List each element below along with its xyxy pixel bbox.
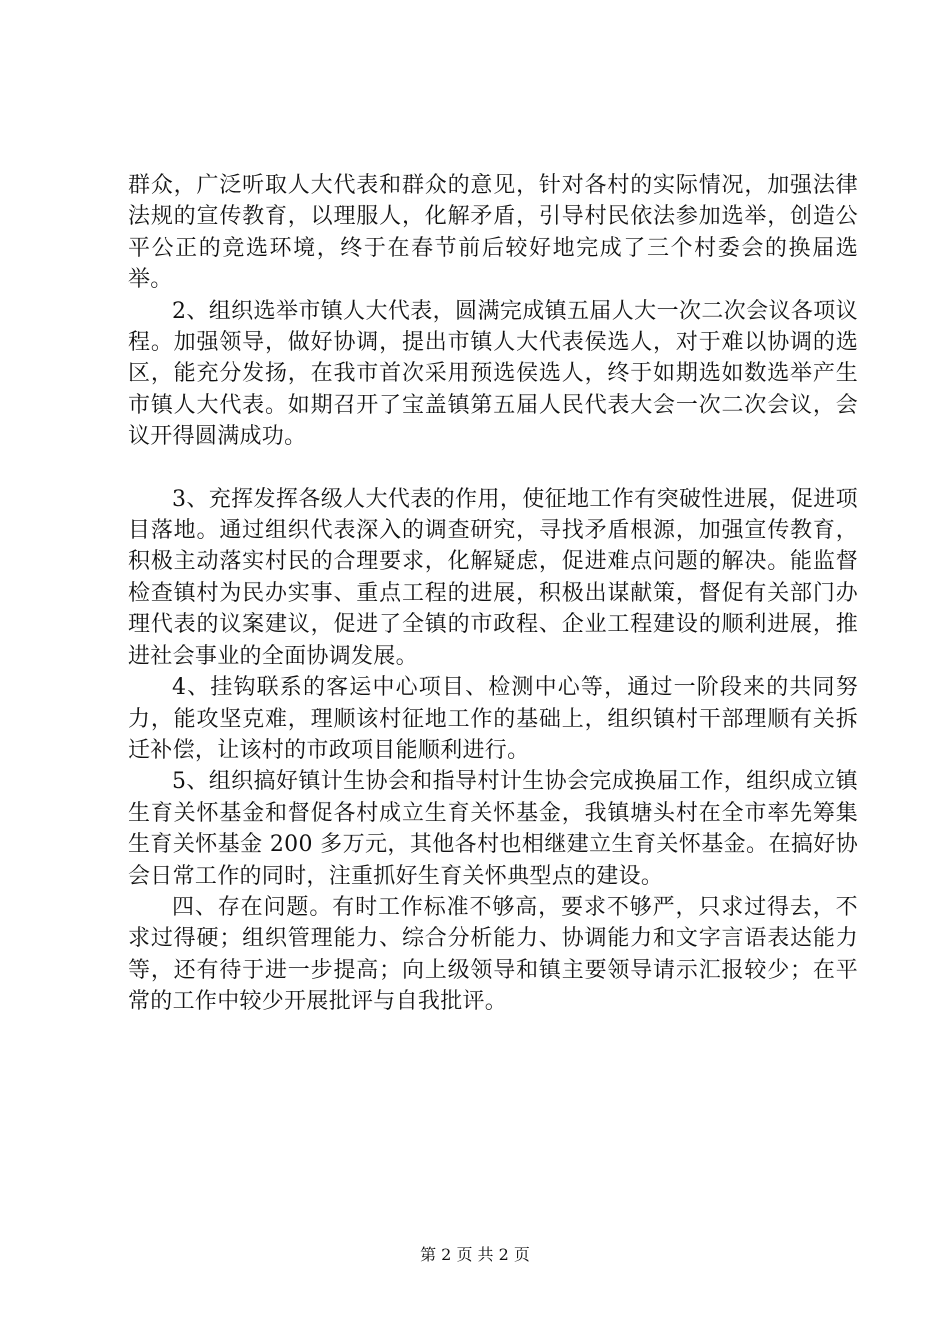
paragraph-6: 四、存在问题。有时工作标准不够高，要求不够严，只求过得去，不求过得硬；组织管理能力、综合分析能力、协调能力和文字言语表达能力等，还有待于进一步提高；向上级领导和镇主要领导请示汇报较少；在平常的工作中较少开展批评与自我批评。 xyxy=(128,894,858,1015)
paragraph-1: 群众，广泛听取人大代表和群众的意见，针对各村的实际情况，加强法律法规的宣传教育，以理服人，化解矛盾，引导村民依法参加选举，创造公平公正的竞选环境，终于在春节前后较好地完成了三个村委会的换届选举。 xyxy=(128,173,858,293)
paragraph-5: 5、组织搞好镇计生协会和指导村计生协会完成换届工作，组织成立镇生育关怀基金和督促各村成立生育关怀基金，我镇塘头村在全市率先筹集生育关怀基金 200 多万元，其他各村也相继建立生育关怀基金。在搞好协会日常工作的同时，注重抓好生育关怀典型点的建设。 xyxy=(128,769,858,889)
paragraph-3: 3、充挥发挥各级人大代表的作用，使征地工作有突破性进展，促进项目落地。通过组织代表深入的调查研究，寻找矛盾根源，加强宣传教育，积极主动落实村民的合理要求，化解疑虑，促进难点问题的解决。能监督检查镇村为民办实事、重点工程的进展，积极出谋献策，督促有关部门办理代表的议案建议，促进了全镇的市政程、企业工程建设的顺利进展，推进社会事业的全面协调发展。 xyxy=(128,486,858,669)
paragraph-4: 4、挂钩联系的客运中心项目、检测中心等，通过一阶段来的共同努力，能攻坚克难，理顺该村征地工作的基础上，组织镇村干部理顺有关拆迁补偿，让该村的市政项目能顺利进行。 xyxy=(128,675,858,763)
paragraph-gap xyxy=(128,453,858,484)
page-footer: 第 2 页 共 2 页 xyxy=(420,1245,530,1264)
document-body xyxy=(128,170,858,1018)
paragraph-2: 2、组织选举市镇人大代表，圆满完成镇五届人大一次二次会议各项议程。加强领导，做好协调，提出市镇人大代表侯选人，对于难以协调的选区，能充分发扬，在我市首次采用预选侯选人，终于如期选如数选举产生市镇人大代表。如期召开了宝盖镇第五届人民代表大会一次二次会议，会议开得圆满成功。 xyxy=(128,298,858,450)
